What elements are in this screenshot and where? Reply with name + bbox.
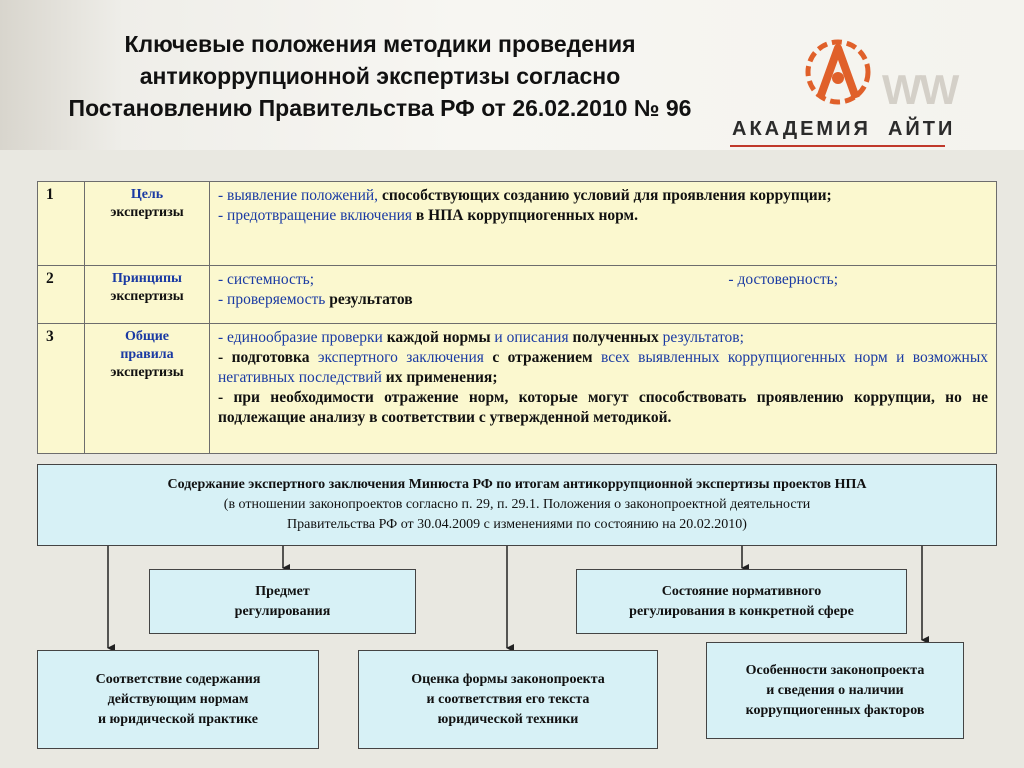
row-number: 2 bbox=[38, 266, 85, 324]
box-line: Особенности законопроекта bbox=[745, 662, 925, 678]
text-fragment: экспертного заключения bbox=[309, 349, 484, 366]
box-line: регулирования в конкретной сфере bbox=[629, 603, 854, 619]
row-label-line: экспертизы bbox=[110, 289, 184, 304]
box-line: коррупциогенных факторов bbox=[745, 702, 925, 718]
row-number: 1 bbox=[38, 182, 85, 266]
subject-of-regulation-box bbox=[149, 569, 416, 634]
text-fragment: - подготовка bbox=[218, 349, 310, 366]
text-fragment: в НПА коррупциогенных норм. bbox=[412, 207, 638, 224]
text-fragment: каждой нормы bbox=[382, 329, 491, 346]
box-line: действующим нормам bbox=[107, 691, 249, 707]
text-fragment: - системность; bbox=[218, 271, 315, 288]
text-fragment: и описания bbox=[490, 329, 569, 346]
text-fragment: результатов bbox=[325, 291, 413, 308]
row-label bbox=[85, 324, 210, 454]
box-line: Состояние нормативного bbox=[661, 583, 822, 599]
title-line-3: Постановлению Правительства РФ от 26.02.2010 № 96 bbox=[68, 95, 692, 121]
title-line-2: антикоррупционной экспертизы согласно bbox=[139, 63, 621, 89]
row-label-line: Общие bbox=[125, 329, 169, 344]
box-line: и сведения о наличии bbox=[766, 682, 904, 698]
box-line: Оценка формы законопроекта bbox=[411, 671, 605, 687]
regulation-state-box bbox=[576, 569, 907, 634]
row-label bbox=[85, 182, 210, 266]
box-line: и юридической практике bbox=[97, 711, 258, 727]
key-points-table bbox=[37, 181, 997, 454]
title-line-1: Ключевые положения методики проведения bbox=[124, 31, 636, 57]
text-fragment: способствующих созданию условий для проявления коррупции; bbox=[378, 187, 832, 204]
table-row bbox=[38, 266, 997, 324]
row-number: 3 bbox=[38, 324, 85, 454]
main-conclusion-box bbox=[37, 464, 997, 546]
text-fragment: - проверяемость bbox=[218, 291, 326, 308]
text-fragment: - при необходимости отражение норм, которые могут способствовать проявлению коррупции, но не подлежащие анализу в соответствии с утвержденной методикой. bbox=[218, 389, 988, 426]
box-line: Предмет bbox=[255, 583, 310, 599]
text-fragment: их применения; bbox=[381, 369, 498, 386]
logo-name: АКАДЕМИЯ АЙТИ bbox=[732, 118, 956, 140]
row-label-line: экспертизы bbox=[110, 205, 184, 220]
text-fragment: результатов; bbox=[658, 329, 744, 346]
row-description bbox=[210, 266, 997, 324]
row-label-line: Цель bbox=[130, 187, 164, 202]
main-box-line-3: Правительства РФ от 30.04.2009 с изменениями по состоянию на 20.02.2010) bbox=[287, 517, 747, 532]
logo-underline bbox=[730, 145, 945, 147]
compliance-box bbox=[37, 650, 319, 749]
row-label-line: экспертизы bbox=[110, 365, 184, 380]
main-box-line-1: Содержание экспертного заключения Минюста РФ по итогам антикоррупционной экспертизы проектов НПА bbox=[167, 477, 867, 492]
box-line: юридической техники bbox=[437, 711, 579, 727]
text-fragment: полученных bbox=[568, 329, 659, 346]
main-box-line-2: (в отношении законопроектов согласно п. 29, п. 29.1. Положения о законопроектной деятельности bbox=[223, 497, 811, 512]
box-line: регулирования bbox=[234, 603, 331, 619]
text-fragment: - единообразие проверки bbox=[218, 329, 383, 346]
row-description bbox=[210, 182, 997, 266]
page-title bbox=[40, 28, 720, 124]
text-fragment: всех выявленных коррупциогенных норм и возможных негативных последствий bbox=[218, 349, 988, 386]
table-row bbox=[38, 324, 997, 454]
box-line: Соответствие содержания bbox=[95, 671, 261, 687]
table-row bbox=[38, 182, 997, 266]
text-fragment: - предотвращение включения bbox=[218, 207, 413, 224]
row-description bbox=[210, 324, 997, 454]
logo-watermark: WW bbox=[882, 66, 958, 113]
features-box bbox=[706, 642, 964, 739]
box-line: и соответствия его текста bbox=[426, 691, 590, 707]
text-fragment: с отражением bbox=[483, 349, 593, 366]
row-label-line: правила bbox=[120, 347, 174, 362]
row-label bbox=[85, 266, 210, 324]
form-assessment-box bbox=[358, 650, 658, 749]
text-fragment: - выявление положений, bbox=[218, 187, 379, 204]
row-label-line: Принципы bbox=[112, 271, 182, 286]
text-fragment: - достоверность; bbox=[728, 271, 838, 288]
